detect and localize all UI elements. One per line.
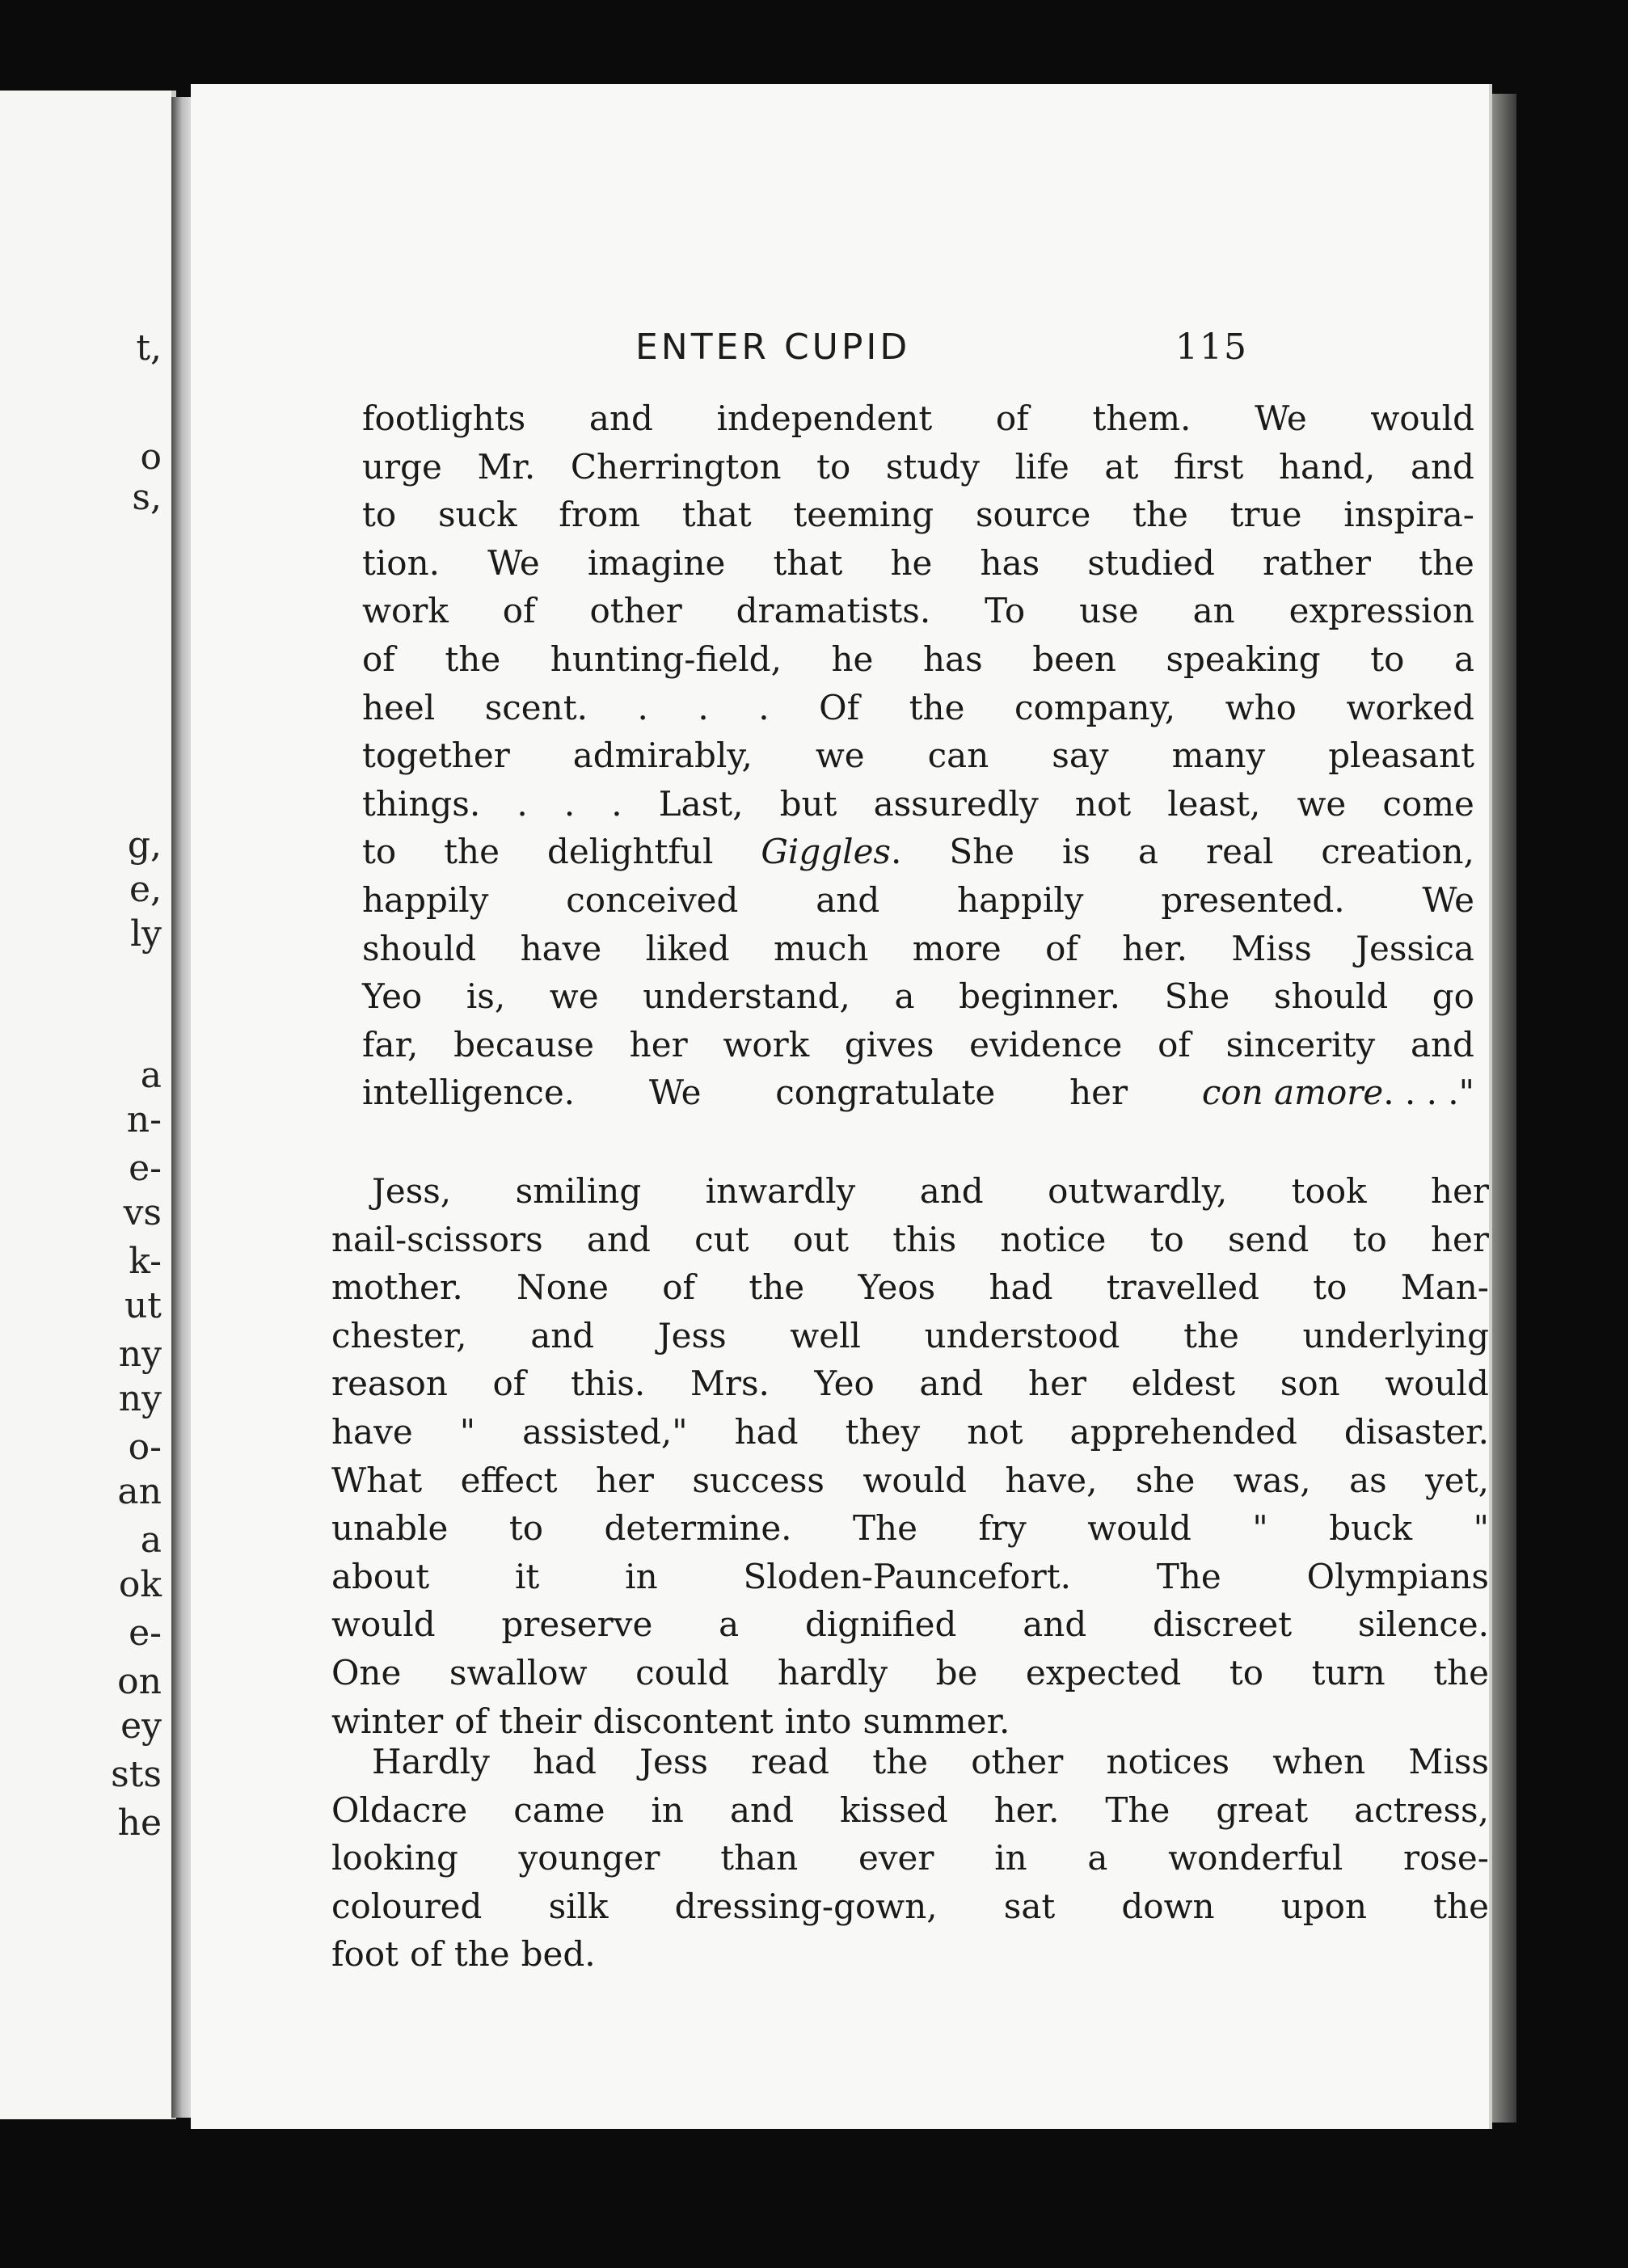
text-line: to the delightful Giggles. She is a real creation, [362,832,1474,872]
text-line: together admirably, we can say many pleasant [362,736,1474,776]
left-page-fragment: e- [129,1612,162,1654]
text-line: far, because her work gives evidence of sincerity and [362,1024,1474,1064]
text-line: coloured silk dressing-gown, sat down upon the [331,1886,1489,1926]
left-page-fragment: a [140,1055,162,1096]
left-page-fragment: sts [111,1754,162,1795]
text-line: Hardly had Jess read the other notices when Miss [372,1742,1489,1781]
paragraph-jess-smiling [331,1167,1489,1745]
text-line: about it in Sloden-Pauncefort. The Olympians [331,1556,1489,1596]
italic-giggles: Giggles [761,832,891,872]
page-number: 115 [1175,327,1248,368]
left-page-fragment: e, [129,869,162,910]
text-line: winter of their discontent into summer. [331,1701,1010,1741]
text-line: heel scent. . . . Of the company, who worked [362,687,1474,727]
left-page-fragment: ny [118,1378,162,1419]
text-line: Oldacre came in and kissed her. The great actress, [331,1790,1489,1830]
text-line: urge Mr. Cherrington to study life at first hand, and [362,446,1474,487]
running-head [191,327,1492,375]
paragraph-hardly-had-jess [331,1738,1489,1979]
text-line: of the hunting-field, he has been speaking to a [362,639,1474,679]
text-line: Jess, smiling inwardly and outwardly, took her [372,1171,1489,1211]
page-edge [1492,94,1516,2123]
left-page-fragment: ly [130,913,162,955]
left-page-fragment: a [140,1520,162,1561]
left-page-fragment: t, [136,327,162,369]
text-line: nail-scissors and cut out this notice to send to her [331,1219,1489,1259]
text-line: unable to determine. The fry would " buck " [331,1508,1489,1549]
left-page-fragment: o [140,436,162,478]
text-line: foot of the bed. [331,1934,596,1975]
text-line: mother. None of the Yeos had travelled to Man- [331,1267,1489,1308]
quoted-review [362,394,1474,1117]
text-line: work of other dramatists. To use an expression [362,591,1474,631]
running-title: ENTER CUPID [635,327,911,368]
text-line: happily conceived and happily presented. We [362,879,1474,920]
left-page-fragment: ny [118,1334,162,1375]
left-page-text-fragments [0,91,171,2119]
text-line: looking younger than ever in a wonderful rose- [331,1838,1489,1878]
text-line: things. . . . Last, but assuredly not least, we come [362,783,1474,824]
right-page [191,84,1492,2129]
text-line: intelligence. We congratulate her con amore. . . ." [362,1073,1474,1113]
text-line: footlights and independent of them. We would [362,398,1474,438]
text-line: tion. We imagine that he has studied rather the [362,542,1474,583]
text-line: should have liked much more of her. Miss Jessica [362,928,1474,968]
left-page-fragment: s, [132,477,162,518]
text-line: chester, and Jess well understood the underlying [331,1315,1489,1355]
left-page-fragment: an [117,1471,162,1512]
left-page-fragment: e- [129,1148,162,1189]
left-facing-page [0,91,176,2119]
left-page-fragment: o- [128,1427,162,1468]
text-line: What effect her success would have, she was, as yet, [331,1460,1489,1500]
text-line: Yeo is, we understand, a beginner. She should go [362,976,1474,1017]
text-line: would preserve a dignified and discreet silence. [331,1604,1489,1645]
italic-con-amore: con amore [1201,1073,1384,1113]
left-page-fragment: he [117,1802,162,1844]
text-line: to suck from that teeming source the true inspira- [362,495,1474,535]
text-line: reason of this. Mrs. Yeo and her eldest son would [331,1364,1489,1404]
text-line: have " assisted," had they not apprehended disaster. [331,1411,1489,1452]
left-page-fragment: ok [118,1564,162,1605]
left-page-fragment: on [117,1661,162,1702]
left-page-fragment: g, [127,824,162,866]
left-page-fragment: n- [126,1099,162,1140]
left-page-fragment: vs [123,1192,162,1233]
text-line: One swallow could hardly be expected to turn the [331,1652,1489,1693]
left-page-fragment: ut [124,1285,162,1326]
left-page-fragment: k- [129,1241,162,1282]
left-page-fragment: ey [120,1705,162,1747]
